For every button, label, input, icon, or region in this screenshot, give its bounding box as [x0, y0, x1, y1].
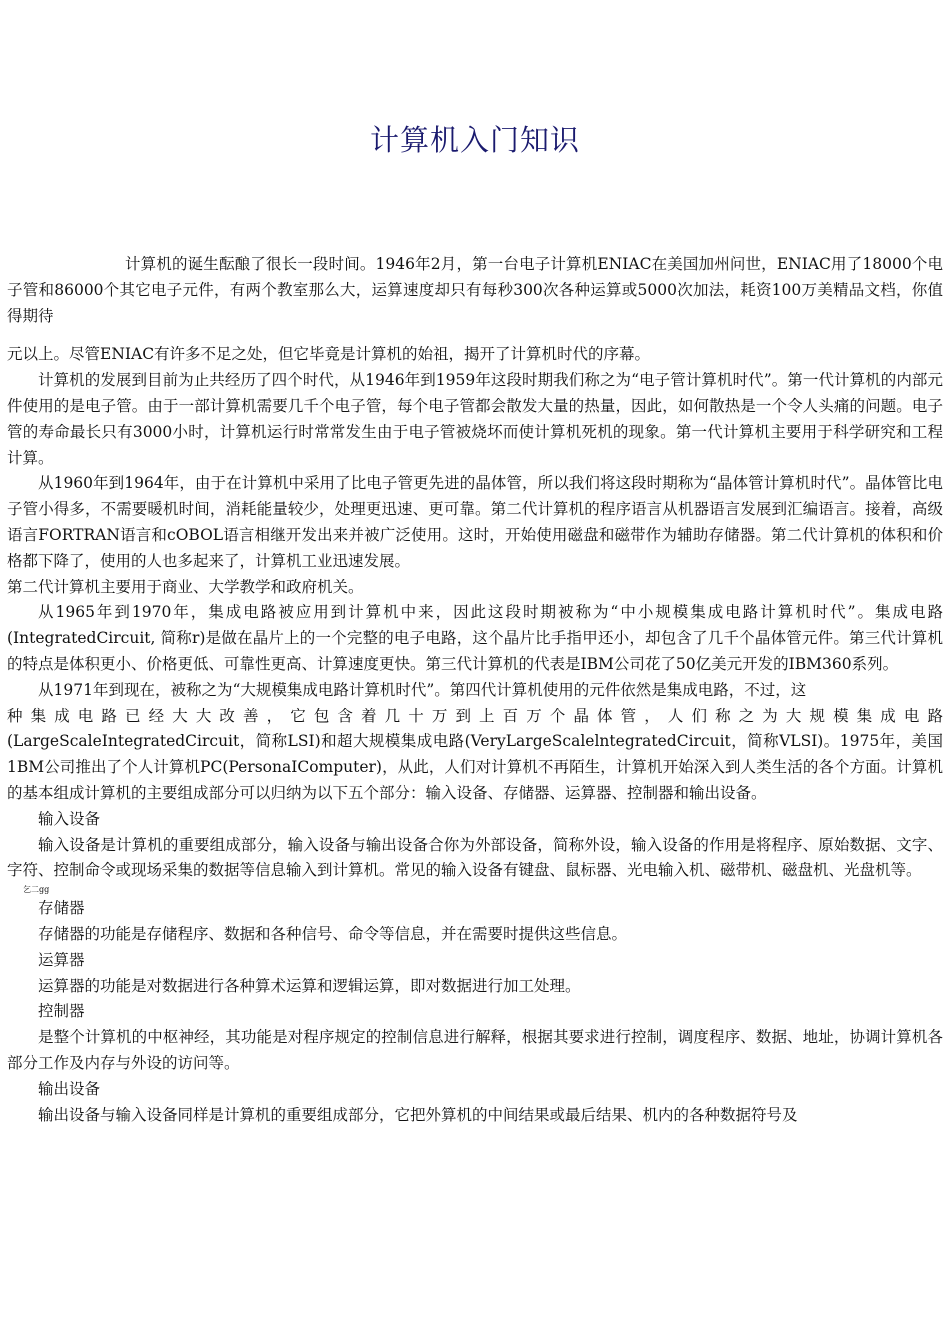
heading-controller: 控制器: [38, 1002, 85, 1021]
paragraph-second-generation-use: 第二代计算机主要用于商业、大学教学和政府机关。: [7, 577, 364, 596]
paragraph-input-device: 输入设备是计算机的重要组成部分，输入设备与输出设备合你为外部设备，简称外设，输入设备的作用是将程序、原始数据、文字、字符、控制命令或现场采集的数据等信息输入到计算机。常见的输入设备有键盘、鼠标器、光电输入机、磁带机、磁盘机、光盘机等。: [7, 835, 943, 880]
document-title: 计算机入门知识: [369, 123, 580, 157]
paragraph-fourth-generation-line1: 从1971年到现在，被称之为“大规模集成电路计算机时代”。第四代计算机使用的元件依然是集成电路，不过，这: [38, 680, 807, 699]
stray-mark: 乞二gg: [23, 885, 50, 895]
paragraph-third-generation: 从1965年到1970年，集成电路被应用到计算机中来，因此这段时期被称为“中小规模集成电路计算机时代”。集成电路(IntegratedCircuit, 简称r)是做在晶片上的一个完整的电子电路，这个晶片比手指甲还小，却包含了几千个晶体管元件。第三代计算机的特点是体积更小、价格更低、可靠性更高、计算速度更快。第三代计算机的代表是IBM公司花了50亿美元开发的IBM360系列。: [7, 603, 943, 673]
paragraph-second-generation: 从1960年到1964年，由于在计算机中采用了比电子管更先进的晶体管，所以我们将这段时期称为“晶体管计算机时代”。晶体管比电子管小得多，不需要暖机时间，消耗能量较少，处理更迅速、更可靠。第二代计算机的程序语言从机器语言发展到汇编语言。接着，高级语言FORTRAN语言和cOBOL语言相继开发出来并被广泛使用。这时，开始使用磁盘和磁带作为辅助存储器。第二代计算机的体积和价格都下降了，使用的人也多起来了，计算机工业迅速发展。: [7, 474, 943, 570]
heading-memory: 存储器: [38, 899, 85, 918]
paragraph-eniac-continued: 元以上。尽管ENIAC有许多不足之处，但它毕竟是计算机的始祖，揭开了计算机时代的序幕。: [7, 345, 651, 364]
heading-alu: 运算器: [38, 950, 85, 969]
paragraph-output-device: 输出设备与输入设备同样是计算机的重要组成部分，它把外算机的中间结果或最后结果、机内的各种数据符号及: [38, 1105, 798, 1124]
paragraph-first-generation: 计算机的发展到目前为止共经历了四个时代，从1946年到1959年这段时期我们称之为“电子管计算机时代”。第一代计算机的内部元件使用的是电子管。由于一部计算机需要几千个电子管，每个电子管都会散发大量的热量，因此，如何散热是一个令人头痛的问题。电子管的寿命最长只有3000小时，计算机运行时常常发生由于电子管被烧坏而使计算机死机的现象。第一代计算机主要用于科学研究和工程计算。: [7, 371, 943, 467]
paragraph-eniac-intro: 计算机的诞生酝酿了很长一段时间。1946年2月，第一台电子计算机ENIAC在美国加州问世，ENIAC用了18000个电子管和86000个其它电子元件，有两个教室那么大，运算速度却只有每秒300次各种运算或5000次加法，耗资100万美精品文档，你值得期待: [7, 255, 943, 325]
paragraph-alu: 运算器的功能是对数据进行各种算术运算和逻辑运算，即对数据进行加工处理。: [38, 976, 581, 995]
document-body: [7, 252, 943, 1128]
paragraph-memory: 存储器的功能是存储程序、数据和各种信号、命令等信息，并在需要时提供这些信息。: [38, 924, 628, 943]
paragraph-fourth-generation-line2: 种集成电路已经大大改善，它包含着几十万到上百万个晶体管，人们称之为大规模集成电路: [7, 706, 943, 725]
paragraph-fourth-generation-rest: (LargeScaleIntegratedCircuit，简称LSI)和超大规模集成电路(VeryLargeScalelntegratedCircuit，简称VLSI)。1975年，美国1BM公司推出了个人计算机PC(PersonaIComputer)，从此，人们对计算机不再陌生，计算机开始深入到人类生活的各个方面。计算机的基本组成计算机的主要组成部分可以归纳为以下五个部分：输入设备、存储器、运算器、控制器和输出设备。: [7, 732, 943, 802]
heading-output-device: 输出设备: [38, 1079, 101, 1098]
paragraph-controller: 是整个计算机的中枢神经，其功能是对程序规定的控制信息进行解释，根据其要求进行控制，调度程序、数据、地址，协调计算机各部分工作及内存与外设的访问等。: [7, 1028, 943, 1072]
heading-input-device: 输入设备: [38, 809, 101, 828]
